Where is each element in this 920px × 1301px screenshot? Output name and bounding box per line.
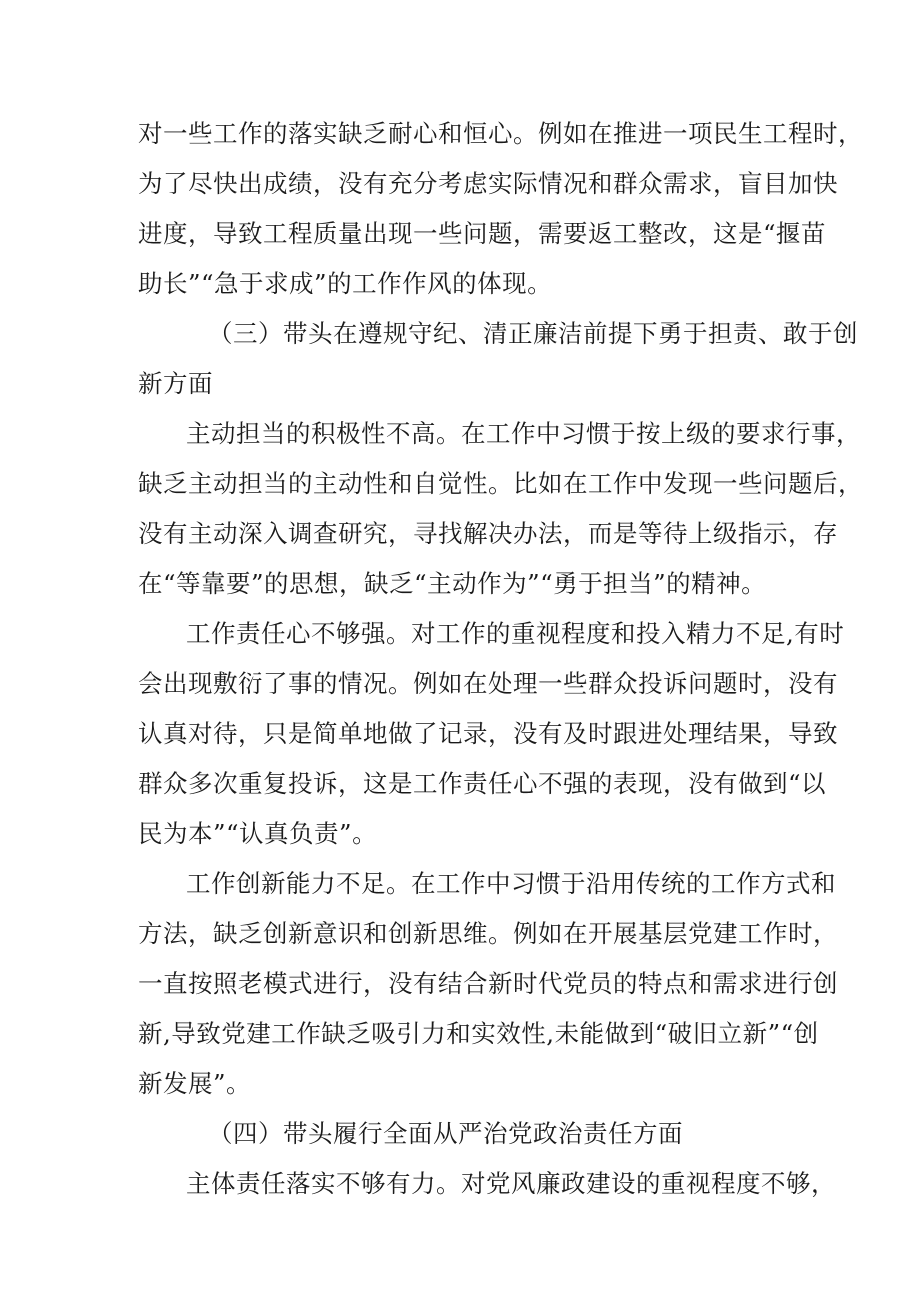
text-line-3: 进度，导致工程质量出现一些问题，需要返工整改，这是“揠苗 bbox=[138, 219, 827, 248]
text-line-9: 没有主动深入调查研究，寻找解决办法，而是等待上级指示，存 bbox=[138, 519, 838, 548]
text-line-15: 民为本”“认真负责”。 bbox=[138, 819, 378, 848]
text-line-18: 一直按照老模式进行，没有结合新时代党员的特点和需求进行创 bbox=[138, 969, 838, 998]
text-line-10: 在“等靠要”的思想，缺乏“主动作为”“勇于担当”的精神。 bbox=[138, 569, 767, 598]
text-line-16: 工作创新能力不足。在工作中习惯于沿用传统的工作方式和 bbox=[186, 869, 836, 898]
section-heading-4: （四）带头履行全面从严治党政治责任方面 bbox=[208, 1119, 683, 1148]
text-line-22: 主体责任落实不够有力。对党风廉政建设的重视程度不够， bbox=[186, 1169, 836, 1198]
text-line-19: 新,导致党建工作缺乏吸引力和实效性,未能做到“破旧立新”“创 bbox=[138, 1019, 819, 1048]
text-line-13: 认真对待，只是简单地做了记录，没有及时跟进处理结果，导致 bbox=[138, 719, 838, 748]
text-line-11: 工作责任心不够强。对工作的重视程度和投入精力不足,有时 bbox=[186, 619, 845, 648]
text-line-2: 为了尽快出成绩，没有充分考虑实际情况和群众需求，盲目加快 bbox=[138, 169, 838, 198]
section-heading-3: （三）带头在遵规守纪、清正廉洁前提下勇于担责、敢于创 bbox=[208, 319, 858, 348]
text-line-12: 会出现敷衍了事的情况。例如在处理一些群众投诉问题时，没有 bbox=[138, 669, 838, 698]
text-line-20: 新发展”。 bbox=[138, 1069, 252, 1098]
text-line-7: 主动担当的积极性不高。在工作中习惯于按上级的要求行事， bbox=[186, 419, 861, 448]
section-heading-3-cont: 新方面 bbox=[138, 369, 213, 398]
text-line-4: 助长”“急于求成”的工作作风的体现。 bbox=[138, 269, 553, 298]
text-line-14: 群众多次重复投诉，这是工作责任心不强的表现，没有做到“以 bbox=[138, 769, 827, 798]
text-line-8: 缺乏主动担当的主动性和自觉性。比如在工作中发现一些问题后， bbox=[138, 469, 863, 498]
text-line-17: 方法，缺乏创新意识和创新思维。例如在开展基层党建工作时， bbox=[138, 919, 838, 948]
text-line-1: 对一些工作的落实缺乏耐心和恒心。例如在推进一项民生工程时， bbox=[138, 119, 863, 148]
